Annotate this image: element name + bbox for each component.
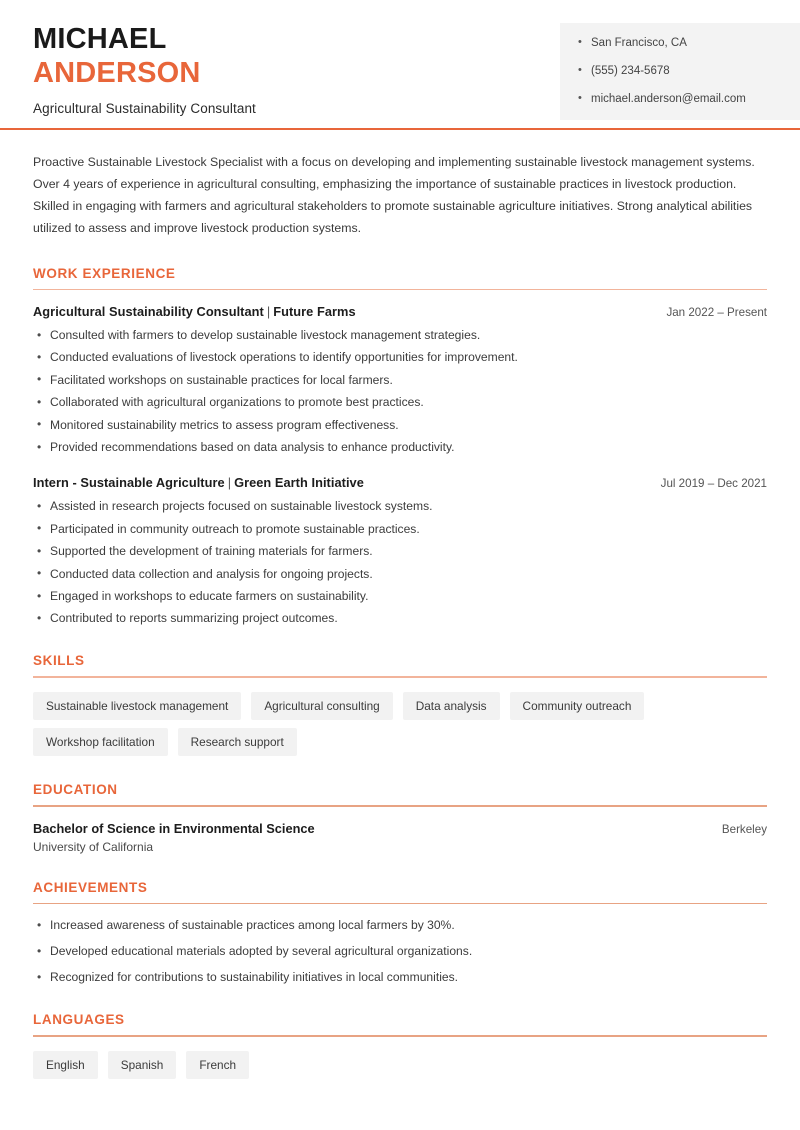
skill-chip: Workshop facilitation bbox=[33, 728, 168, 756]
skill-chip: Community outreach bbox=[510, 692, 645, 720]
work-role: Agricultural Sustainability Consultant bbox=[33, 304, 264, 319]
contact-location: • San Francisco, CA bbox=[578, 37, 784, 51]
section-work-experience bbox=[33, 266, 767, 628]
list-item: • Increased awareness of sustainable practices among local farmers by 30%. bbox=[33, 918, 767, 934]
education-degree: Bachelor of Science in Environmental Science bbox=[33, 820, 315, 836]
skill-chip: Research support bbox=[178, 728, 297, 756]
title-separator: | bbox=[227, 475, 232, 491]
work-entry-title bbox=[33, 304, 356, 319]
list-item: • Developed educational materials adopted by several agricultural organizations. bbox=[33, 944, 767, 960]
professional-title: Agricultural Sustainability Consultant bbox=[33, 101, 256, 117]
section-divider-education bbox=[33, 805, 767, 807]
work-entry-date: Jan 2022 – Present bbox=[666, 306, 767, 319]
list-item: • Facilitated workshops on sustainable practices for local farmers. bbox=[33, 373, 767, 389]
section-title-work-experience: WORK EXPERIENCE bbox=[33, 265, 176, 281]
list-item: • Conducted data collection and analysis for ongoing projects. bbox=[33, 567, 767, 583]
list-item: • Engaged in workshops to educate farmers on sustainability. bbox=[33, 589, 767, 605]
work-entry-title bbox=[33, 475, 364, 490]
language-chip: Spanish bbox=[108, 1051, 177, 1079]
achievements-list bbox=[33, 918, 767, 986]
section-education bbox=[33, 782, 767, 854]
education-school: University of California bbox=[33, 839, 154, 854]
work-entry bbox=[33, 475, 767, 627]
title-separator: | bbox=[266, 304, 271, 319]
skills-chip-list bbox=[33, 692, 767, 756]
last-name: ANDERSON bbox=[33, 57, 201, 90]
section-divider-languages bbox=[33, 1035, 767, 1037]
list-item: • Assisted in research projects focused on sustainable livestock systems. bbox=[33, 499, 767, 515]
language-chip: English bbox=[33, 1051, 98, 1079]
education-entry bbox=[33, 821, 767, 854]
header-divider bbox=[0, 128, 800, 130]
resume-header bbox=[0, 0, 800, 128]
education-entry-header bbox=[33, 821, 767, 836]
work-entry-bullets bbox=[33, 499, 767, 627]
contact-panel bbox=[560, 23, 800, 120]
section-languages bbox=[33, 1012, 767, 1079]
professional-summary: Proactive Sustainable Livestock Specialist with a focus on developing and implementing sustainable livestock management systems. Over 4 years of experience in agricultural consulting, emphasizing the importance of sustainable practices in livestock production. Skilled in engaging with farmers and agricultural stakeholders to promote sustainable agriculture initiatives. Strong analytical abilities utilized to assess and improve livestock production systems. bbox=[33, 155, 755, 235]
list-item: • Collaborated with agricultural organizations to promote best practices. bbox=[33, 395, 767, 411]
work-company: Future Farms bbox=[273, 304, 356, 319]
contact-list bbox=[578, 37, 784, 106]
header-identity bbox=[0, 0, 256, 116]
section-title-skills: SKILLS bbox=[33, 653, 85, 669]
list-item: • Supported the development of training materials for farmers. bbox=[33, 544, 767, 560]
work-entry-header bbox=[33, 475, 767, 490]
work-entry-header bbox=[33, 304, 767, 319]
section-title-achievements: ACHIEVEMENTS bbox=[33, 879, 148, 895]
section-divider-work-experience bbox=[33, 289, 767, 291]
work-company: Green Earth Initiative bbox=[234, 475, 364, 491]
work-entry-bullets bbox=[33, 328, 767, 456]
list-item: • Conducted evaluations of livestock operations to identify opportunities for improvement. bbox=[33, 350, 767, 366]
list-item: • Contributed to reports summarizing project outcomes. bbox=[33, 611, 767, 627]
list-item: • Consulted with farmers to develop sustainable livestock management strategies. bbox=[33, 328, 767, 344]
section-title-education: EDUCATION bbox=[33, 782, 118, 798]
contact-email[interactable]: • michael.anderson@email.com bbox=[578, 93, 784, 107]
list-item: • Provided recommendations based on data analysis to enhance productivity. bbox=[33, 440, 767, 456]
skill-chip: Data analysis bbox=[403, 692, 500, 720]
languages-chip-list bbox=[33, 1051, 767, 1079]
language-chip: French bbox=[186, 1051, 249, 1079]
section-skills bbox=[33, 653, 767, 756]
section-divider-skills bbox=[33, 676, 767, 678]
work-entry-date: Jul 2019 – Dec 2021 bbox=[660, 477, 767, 491]
list-item: • Recognized for contributions to sustainability initiatives in local communities. bbox=[33, 970, 767, 986]
work-role: Intern - Sustainable Agriculture bbox=[33, 475, 225, 491]
section-achievements bbox=[33, 880, 767, 986]
education-location: Berkeley bbox=[721, 822, 767, 836]
first-name: MICHAEL bbox=[33, 23, 167, 55]
resume-body bbox=[0, 152, 800, 1079]
list-item: • Monitored sustainability metrics to assess program effectiveness. bbox=[33, 418, 767, 434]
skill-chip: Sustainable livestock management bbox=[33, 692, 241, 720]
section-title-languages: LANGUAGES bbox=[33, 1012, 125, 1028]
skill-chip: Agricultural consulting bbox=[251, 692, 392, 720]
list-item: • Participated in community outreach to promote sustainable practices. bbox=[33, 522, 767, 538]
work-entry bbox=[33, 304, 767, 456]
contact-phone[interactable]: • (555) 234-5678 bbox=[578, 65, 784, 79]
section-divider-achievements bbox=[33, 903, 767, 905]
